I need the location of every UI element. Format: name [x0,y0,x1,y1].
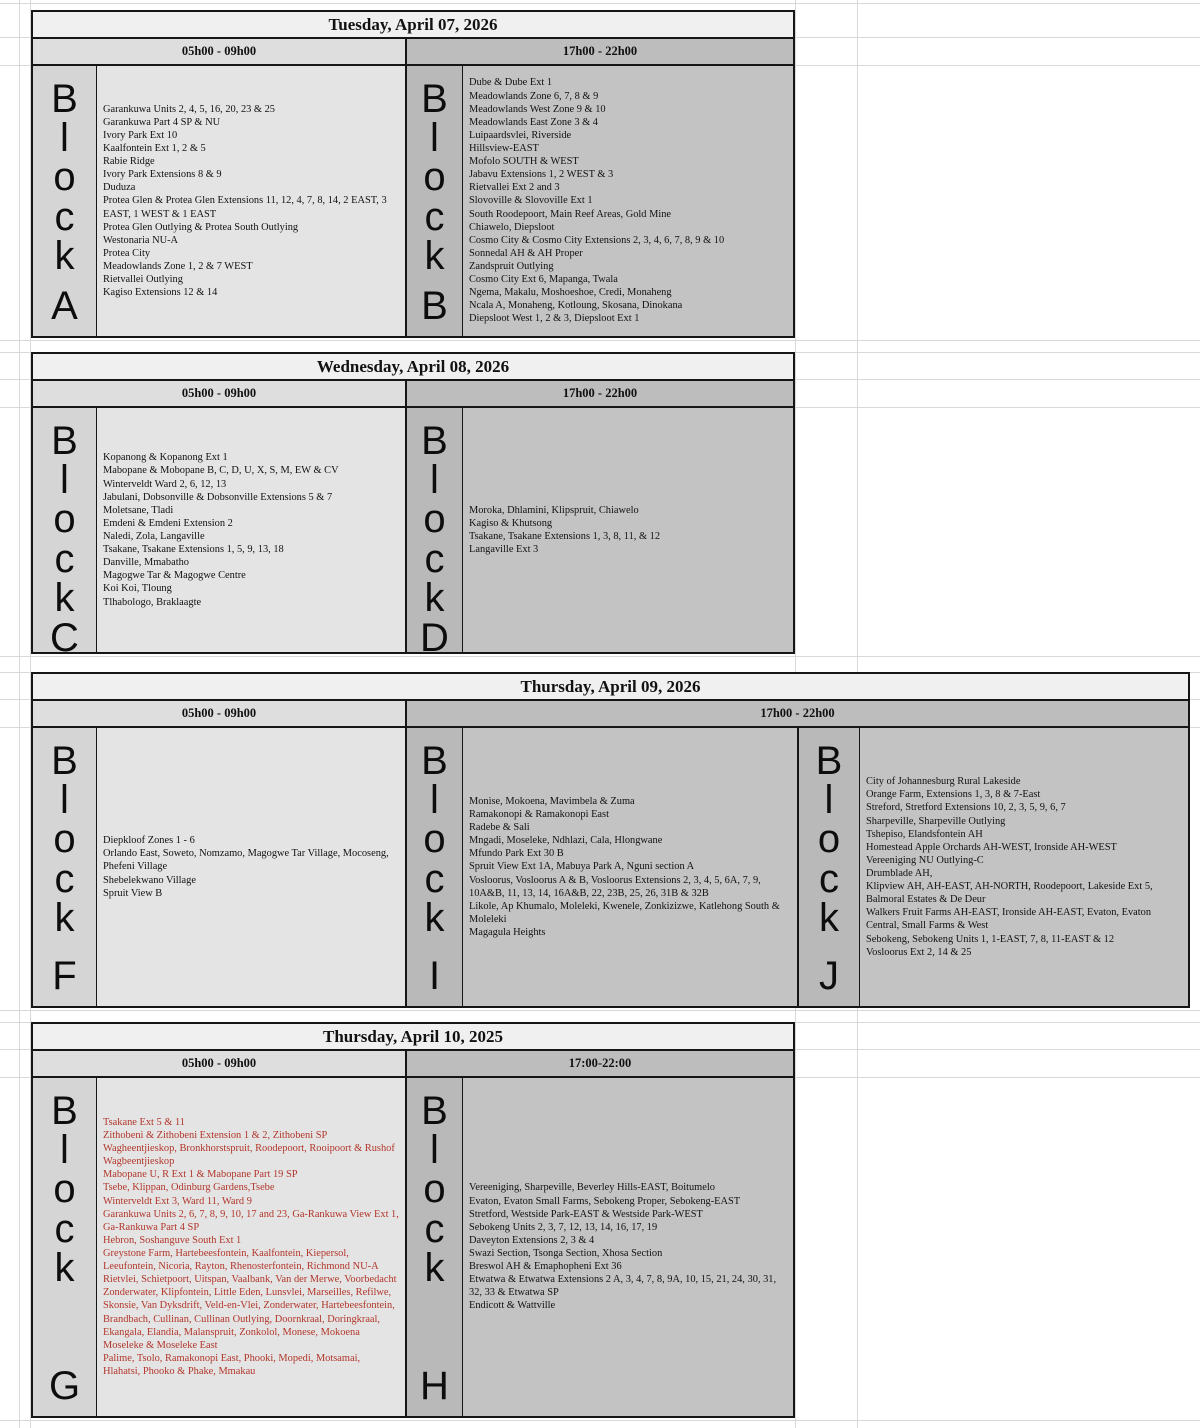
day-section-thursday-apr-10 [31,1022,795,1418]
date-label: Thursday, April 10, 2025 [323,1026,503,1046]
list-item: Danville, Mmabatho [103,557,189,569]
list-item: Meadowlands Zone 1, 2 & 7 WEST [103,260,253,272]
list-item: Vosloorus, Vosloorus A & B, Vosloorus Extensions 2, 3, 4, 5, 6A, 7, 9, 10A&B, 11, 13, 14, 16A&B, 22, 23B, 25, 26, 31B & 32B [469,874,761,899]
list-item: Chiawelo, Diepsloot [469,221,555,233]
list-item: Homestead Apple Orchards AH-WEST, Ironside AH-WEST [866,841,1117,853]
list-item: o [423,817,446,862]
morning-time-cell: 05h00 - 09h00 [33,1051,405,1076]
list-item: Spruit View Ext 1A, Mabuya Park A, Nguni section A [469,861,695,873]
list-item: Zandspruit Outlying [469,260,554,272]
list-item: Cosmo City & Cosmo City Extensions 2, 3, 4, 6, 7, 8, 9 & 10 [469,234,725,246]
list-item: c [54,856,75,901]
block-c-area-list [103,451,399,608]
list-item: Walkers Fruit Farms AH-EAST, Ironside AH-EAST, Evaton, Evaton Central, Small Farms & West [866,907,1152,932]
list-item: Protea Glen Outlying & Protea South Outlying [103,221,299,233]
list-item: B [51,77,78,121]
list-item: l [430,778,439,823]
list-item: B [421,419,448,463]
list-item: k [424,1245,445,1290]
list-item: Tlhabologo, Braklaagte [103,596,202,608]
block-d-area-cell [463,408,793,652]
list-item: c [54,536,75,581]
list-item: o [53,817,76,862]
list-item: Mabopane & Mobopane B, C, D, U, X, S, M, EW & CV [103,465,339,477]
list-item: k [424,233,445,278]
block-letter: C [50,615,79,660]
list-item: B [421,739,448,783]
time-header-row [33,1051,793,1078]
list-item: c [424,1206,445,1251]
list-item: o [423,1167,446,1212]
list-item: k [424,575,445,620]
list-item: Sebokeng Units 2, 3, 7, 12, 13, 14, 16, 17, 19 [469,1221,658,1233]
list-item: Meadowlands East Zone 3 & 4 [469,116,598,128]
list-item: Rietvlei, Schietpoort, Uitspan, Vaalbank, Van der Merwe, Voorbedacht [103,1274,397,1286]
list-item: Mabopane U, R Ext 1 & Mabopane Part 19 SP [103,1169,298,1181]
block-f-letter-column [33,728,97,1006]
list-item: k [54,895,75,940]
list-item: Greystone Farm, Hartebeesfontein, Kaalfontein, Kiepersol, Leeufontein, Nicoria, Rayton, Rhenosterfontein, Richmond NU-A [103,1248,379,1273]
block-h-letter-column [405,1078,463,1416]
list-item: Shebelekwano Village [103,874,196,886]
morning-time-cell: 05h00 - 09h00 [33,39,405,64]
list-item: Rietvallei Outlying [103,274,183,286]
block-letter: F [52,954,77,998]
blocks-row [33,728,1188,1006]
list-item: l [60,1128,69,1173]
list-item: B [421,1089,448,1133]
list-item: Orlando East, Soweto, Nomzamo, Magogwe Tar Village, Mocoseng, Phefeni Village [103,848,389,873]
list-item: Diepsloot West 1, 2 & 3, Diepsloot Ext 1 [469,313,640,325]
evening-time-cell: 17h00 - 22h00 [405,39,793,64]
list-item: Tsakane, Tsakane Extensions 1, 3, 8, 11, & 12 [469,531,661,542]
grid-line [19,0,20,1428]
list-item: l [430,116,439,161]
list-item: Cosmo City Ext 6, Mapanga, Twala [469,274,618,286]
list-item: Tsebe, Klippan, Odinburg Gardens,Tsebe [103,1182,275,1194]
time-header-row [33,381,793,408]
block-b-area-list [469,76,787,325]
date-header [33,1024,793,1051]
list-item: l [60,458,69,503]
block-letter: G [48,1364,81,1408]
list-item: Rabie Ridge [103,156,155,168]
block-letter: B [421,284,448,328]
block-word-stack [421,77,448,278]
date-header [33,354,793,381]
block-word-stack [421,419,448,620]
list-item: Vereeniging, Sharpeville, Beverley Hills-EAST, Boitumelo [469,1182,715,1194]
blocks-row [33,66,793,336]
list-item: B [51,739,78,783]
list-item: l [60,116,69,161]
list-item: Winterveldt Ward 2, 6, 12, 13 [103,478,227,490]
list-item: Magogwe Tar & Magogwe Centre [103,570,246,582]
block-letter: D [420,615,449,660]
time-header-row [33,701,1188,728]
list-item: Palime, Tsolo, Ramakonopi East, Phooki, Mopedi, Motsamai, Hlahatsi, Phooko & Phake, Mmakau [103,1352,361,1377]
list-item: l [824,778,834,823]
day-section-tuesday-apr-07 [31,10,795,338]
list-item: Dube & Dube Ext 1 [469,77,553,89]
list-item: c [424,536,445,581]
list-item: o [53,1167,76,1212]
list-item: South Roodepoort, Main Reef Areas, Gold Mine [469,208,672,220]
list-item: Koi Koi, Tloung [103,583,172,595]
list-item: Zithobeni & Zithobeni Extension 1 & 2, Zithobeni SP [103,1130,328,1142]
list-item: Garankuwa Units 2, 4, 5, 16, 20, 23 & 25 [103,103,276,115]
list-item: Moseleke & Moseleke East [103,1339,218,1351]
day-section-thursday-apr-09 [31,672,1190,1008]
block-word-stack [51,77,78,278]
block-word-stack [51,1089,78,1290]
blocks-row [33,1078,793,1416]
list-item: Garankuwa Part 4 SP & NU [103,116,221,128]
list-item: Tsakane, Tsakane Extensions 1, 5, 9, 13, 18 [103,544,284,556]
day-section-wednesday-apr-08 [31,352,795,660]
block-d-letter-column [405,408,463,660]
list-item: Streford, Stretford Extensions 10, 2, 3, 5, 9, 6, 7 [866,802,1066,814]
list-item: c [424,194,445,239]
list-item: Evaton, Evaton Small Farms, Sebokeng Proper, Sebokeng-EAST [469,1195,741,1207]
list-item: B [51,1089,78,1133]
list-item: k [54,1245,75,1290]
list-item: Hillsview-EAST [469,143,539,154]
block-word-stack [51,419,78,620]
list-item: Klipview AH, AH-EAST, AH-NORTH, Roodepoort, Lakeside Ext 5, Balmoral Estates & De Deur [866,881,1153,906]
list-item: l [60,778,69,823]
list-item: Moroka, Dhlamini, Klipspruit, Chiawelo [469,504,639,516]
block-a-area-cell [97,66,405,336]
list-item: l [430,1128,439,1173]
list-item: Diepkloof Zones 1 - 6 [103,835,195,847]
list-item: Vereeniging NU Outlying-C [866,854,984,866]
list-item: Emdeni & Emdeni Extension 2 [103,517,233,529]
list-item: c [819,856,839,901]
list-item: Ivory Park Ext 10 [103,129,178,141]
list-item: k [54,575,75,620]
block-b-area-cell [463,66,793,336]
list-item: Naledi, Zola, Langaville [103,531,205,542]
date-label: Wednesday, April 08, 2026 [316,356,510,376]
grid-line [0,340,1200,341]
block-i-area-list [469,795,791,939]
block-word-stack [421,739,448,940]
block-letter: A [51,284,78,328]
list-item: Moletsane, Tladi [103,504,174,516]
list-item: Daveyton Extensions 2, 3 & 4 [469,1234,595,1246]
block-i-area-cell [463,728,797,1006]
block-j-letter-column [797,728,860,1006]
block-c-letter-column [33,408,97,660]
list-item: Swazi Section, Tsonga Section, Xhosa Section [469,1248,663,1259]
list-item: l [430,458,439,503]
list-item: Tshepiso, Elandsfontein AH [866,828,983,840]
blocks-row [33,408,793,660]
date-header [33,12,793,39]
list-item: Protea City [103,247,151,259]
list-item: Ramakonopi & Ramakonopi East [469,809,609,820]
list-item: Duduza [103,182,136,194]
list-item: Kagiso & Khutsong [469,517,553,529]
list-item: c [54,1206,75,1251]
list-item: Ncala A, Monaheng, Kotloung, Skosana, Dinokana [469,300,683,312]
grid-line [0,1420,1200,1421]
block-g-letter-column [33,1078,97,1416]
list-item: o [423,497,446,542]
list-item: c [54,194,75,239]
list-item: Ngema, Makalu, Moshoeshoe, Credi, Monaheng [469,287,672,299]
list-item: Zonderwater, Klipfontein, Little Eden, Lunsvlei, Marseilles, Refilwe, Skonsie, Van Dyksdrift, Veld-en-Vlei, Zonderwater, Hartebeesfontein, Brandbach, Cullinan, Cullinan Outlying, Doornkraal, Doringkraal, Ekangala, Elandia, Malanspruit, Zonkolol, Monese, Mokoena [103,1287,395,1338]
list-item: k [819,895,839,940]
list-item: Winterveldt Ext 3, Ward 11, Ward 9 [103,1195,252,1207]
list-item: Jabulani, Dobsonville & Dobsonville Extensions 5 & 7 [103,491,333,503]
list-item: Meadowlands Zone 6, 7, 8 & 9 [469,90,599,102]
morning-time-cell: 05h00 - 09h00 [33,701,405,726]
date-label: Tuesday, April 07, 2026 [328,14,498,34]
list-item: Garankuwa Units 2, 6, 7, 8, 9, 10, 17 and 23, Ga-Rankuwa View Ext 1, Ga-Rankuwa Part 4 SP [103,1208,399,1233]
block-word-stack [421,1089,448,1290]
block-j-area-list [866,775,1182,959]
list-item: k [424,895,445,940]
list-item: City of Johannesburg Rural Lakeside [866,776,1021,788]
list-item: Rietvallei Ext 2 and 3 [469,182,560,194]
list-item: B [51,419,78,463]
list-item: Kagiso Extensions 12 & 14 [103,287,218,299]
morning-time-cell: 05h00 - 09h00 [33,381,405,406]
list-item: Vosloorus Ext 2, 14 & 25 [866,946,972,958]
list-item: Kaalfontein Ext 1, 2 & 5 [103,143,206,154]
list-item: Endicott & Wattville [469,1300,556,1312]
evening-time-cell: 17:00-22:00 [405,1051,793,1076]
list-item: Stretford, Westside Park-EAST & Westside Park-WEST [469,1208,703,1220]
list-item: Sebokeng, Sebokeng Units 1, 1-EAST, 7, 8, 11-EAST & 12 [866,933,1115,945]
list-item: Luipaardsvlei, Riverside [469,129,572,141]
list-item: Monise, Mokoena, Mavimbela & Zuma [469,795,635,807]
list-item: Tsakane Ext 5 & 11 [103,1116,185,1128]
list-item: Slovoville & Slovoville Ext 1 [469,195,593,207]
block-h-area-cell [463,1078,793,1416]
block-word-stack [815,739,843,940]
list-item: Westonaria NU-A [103,234,179,246]
list-item: o [53,497,76,542]
list-item: Etwatwa & Etwatwa Extensions 2 A, 3, 4, 7, 8, 9A, 10, 15, 21, 24, 30, 31, 32, 33 & Etwatwa SP [469,1274,777,1299]
grid-line [0,656,1200,657]
list-item: o [817,817,841,862]
list-item: Kopanong & Kopanong Ext 1 [103,452,228,464]
list-item: c [424,856,445,901]
list-item: Mofolo SOUTH & WEST [469,156,579,168]
time-header-row [33,39,793,66]
block-h-area-list [469,1181,787,1312]
block-letter: H [420,1364,449,1408]
list-item: Protea Glen & Protea Glen Extensions 11, 12, 4, 7, 8, 14, 2 EAST, 3 EAST, 1 WEST & 1 EAST [103,195,387,220]
block-f-area-cell [97,728,405,1006]
list-item: Spruit View B [103,887,163,899]
block-b-letter-column [405,66,463,336]
block-a-area-list [103,103,399,300]
list-item: Mngadi, Moseleke, Ndhlazi, Cala, Hlongwane [469,835,663,847]
list-item: Jabavu Extensions 1, 2 WEST & 3 [469,169,614,181]
list-item: Ivory Park Extensions 8 & 9 [103,169,222,181]
evening-time-cell: 17h00 - 22h00 [405,701,1188,726]
list-item: Wagheentjieskop, Bronkhorstspruit, Roodepoort, Rooipoort & Rushof Wagbeentjieskop [103,1143,395,1168]
date-label: Thursday, April 09, 2026 [520,676,701,696]
list-item: Radebe & Sali [469,822,530,834]
list-item: Orange Farm, Extensions 1, 3, 8 & 7-East [866,789,1041,801]
grid-line [0,3,1200,4]
list-item: o [423,155,446,200]
block-word-stack [51,739,78,940]
list-item: Sonnedal AH & AH Proper [469,247,583,259]
list-item: k [54,233,75,278]
block-j-area-cell [860,728,1188,1006]
evening-time-cell: 17h00 - 22h00 [405,381,793,406]
list-item: Breswol AH & Emaphopheni Ext 36 [469,1261,622,1273]
block-i-letter-column [405,728,463,1006]
list-item: B [421,77,448,121]
list-item: Drumblade AH, [866,868,933,879]
block-c-area-cell [97,408,405,652]
list-item: Sharpeville, Sharpeville Outlying [866,815,1006,827]
block-letter: I [428,954,441,998]
block-g-area-cell [97,1078,405,1416]
block-a-letter-column [33,66,97,336]
block-letter: J [819,954,839,998]
block-g-area-list [103,1116,399,1378]
block-f-area-list [103,834,399,900]
list-item: Hebron, Soshanguve South Ext 1 [103,1234,242,1246]
list-item: Likole, Ap Khumalo, Moleleki, Kwenele, Zonkizizwe, Katlehong South & Moleleki [469,900,780,925]
list-item: Langaville Ext 3 [469,544,539,556]
block-d-area-list [469,504,787,556]
list-item: Magagula Heights [469,926,546,938]
grid-line [0,1010,1200,1011]
list-item: B [815,739,843,783]
list-item: Mfundo Park Ext 30 B [469,848,564,860]
list-item: Meadowlands West Zone 9 & 10 [469,103,606,115]
list-item: o [53,155,76,200]
date-header [33,674,1188,701]
